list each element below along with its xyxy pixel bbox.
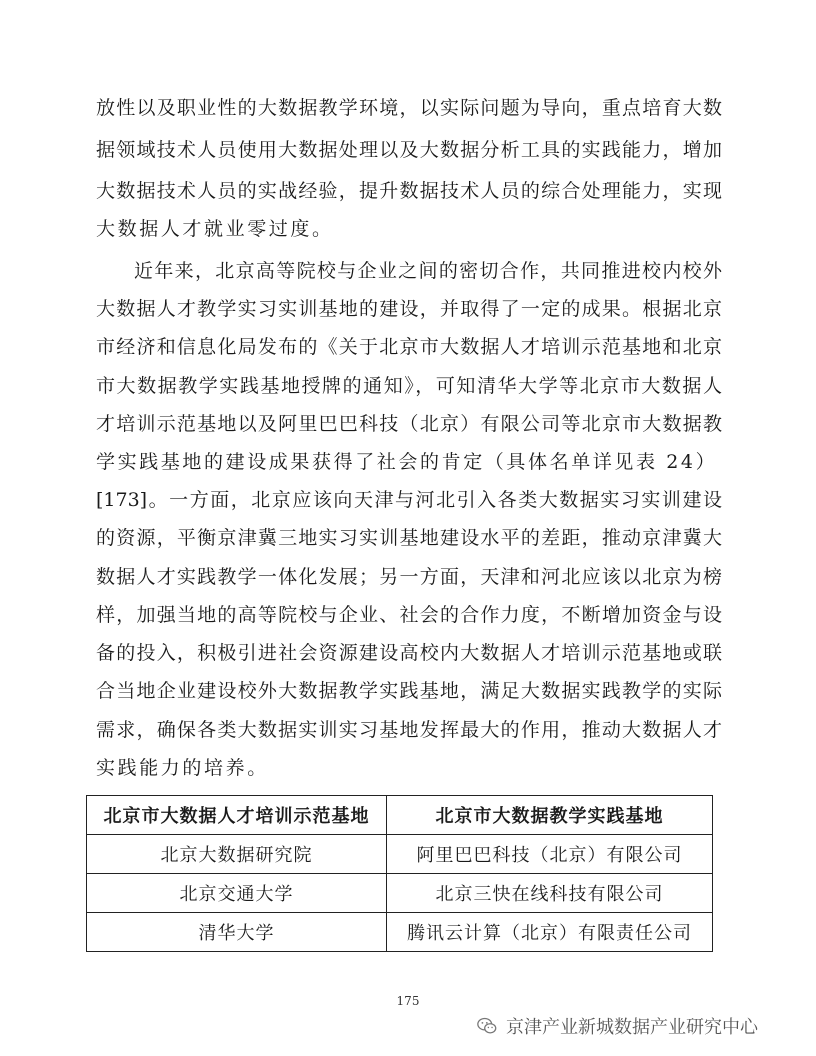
table-cell: 北京大数据研究院 [87,835,387,874]
body-line: 合当地企业建设校外大数据教学实践基地，满足大数据实践教学的实际 [96,680,722,702]
table-cell: 腾讯云计算（北京）有限责任公司 [387,913,713,952]
table-row [87,874,713,913]
table-header-cell: 北京市大数据教学实践基地 [387,796,713,835]
watermark-text: 京津产业新城数据产业研究中心 [506,1017,758,1038]
table-cell: 北京三快在线科技有限公司 [387,874,713,913]
body-line: [173]。一方面，北京应该向天津与河北引入各类大数据实习实训建设 [96,489,722,511]
page-number: 175 [396,994,420,1008]
source-watermark [476,1013,758,1039]
body-line: 近年来，北京高等院校与企业之间的密切合作，共同推进校内校外 [134,260,722,282]
body-line: 市经济和信息化局发布的《关于北京市大数据人才培训示范基地和北京 [96,336,722,358]
wechat-icon [476,1015,498,1037]
body-line: 学实践基地的建设成果获得了社会的肯定（具体名单详见表 24） [96,451,718,473]
base-list-table [86,795,713,952]
table-header-cell: 北京市大数据人才培训示范基地 [87,796,387,835]
body-line: 需求，确保各类大数据实训实习基地发挥最大的作用，推动大数据人才 [96,719,722,741]
body-line: 大数据人才就业零过度。 [96,218,334,240]
body-line: 才培训示范基地以及阿里巴巴科技（北京）有限公司等北京市大数据教 [96,413,722,435]
table-header-row [87,796,713,835]
table-cell: 北京交通大学 [87,874,387,913]
table-row [87,835,713,874]
body-line: 市大数据教学实践基地授牌的通知》，可知清华大学等北京市大数据人 [96,375,722,397]
body-line: 大数据技术人员的实战经验，提升数据技术人员的综合处理能力，实现 [96,180,722,202]
body-line: 放性以及职业性的大数据教学环境，以实际问题为导向，重点培育大数 [96,97,722,119]
table-row [87,913,713,952]
table-cell: 阿里巴巴科技（北京）有限公司 [387,835,713,874]
table-cell: 清华大学 [87,913,387,952]
body-line: 据领域技术人员使用大数据处理以及大数据分析工具的实践能力，增加 [96,139,722,161]
body-line: 大数据人才教学实习实训基地的建设，并取得了一定的成果。根据北京 [96,298,722,320]
body-line: 样，加强当地的高等院校与企业、社会的合作力度，不断增加资金与设 [96,604,722,626]
body-line: 实践能力的培养。 [96,757,269,779]
body-line: 的资源，平衡京津冀三地实习实训基地建设水平的差距，推动京津冀大 [96,527,722,549]
body-line: 数据人才实践教学一体化发展；另一方面，天津和河北应该以北京为榜 [96,566,722,588]
body-line: 备的投入，积极引进社会资源建设高校内大数据人才培训示范基地或联 [96,642,722,664]
